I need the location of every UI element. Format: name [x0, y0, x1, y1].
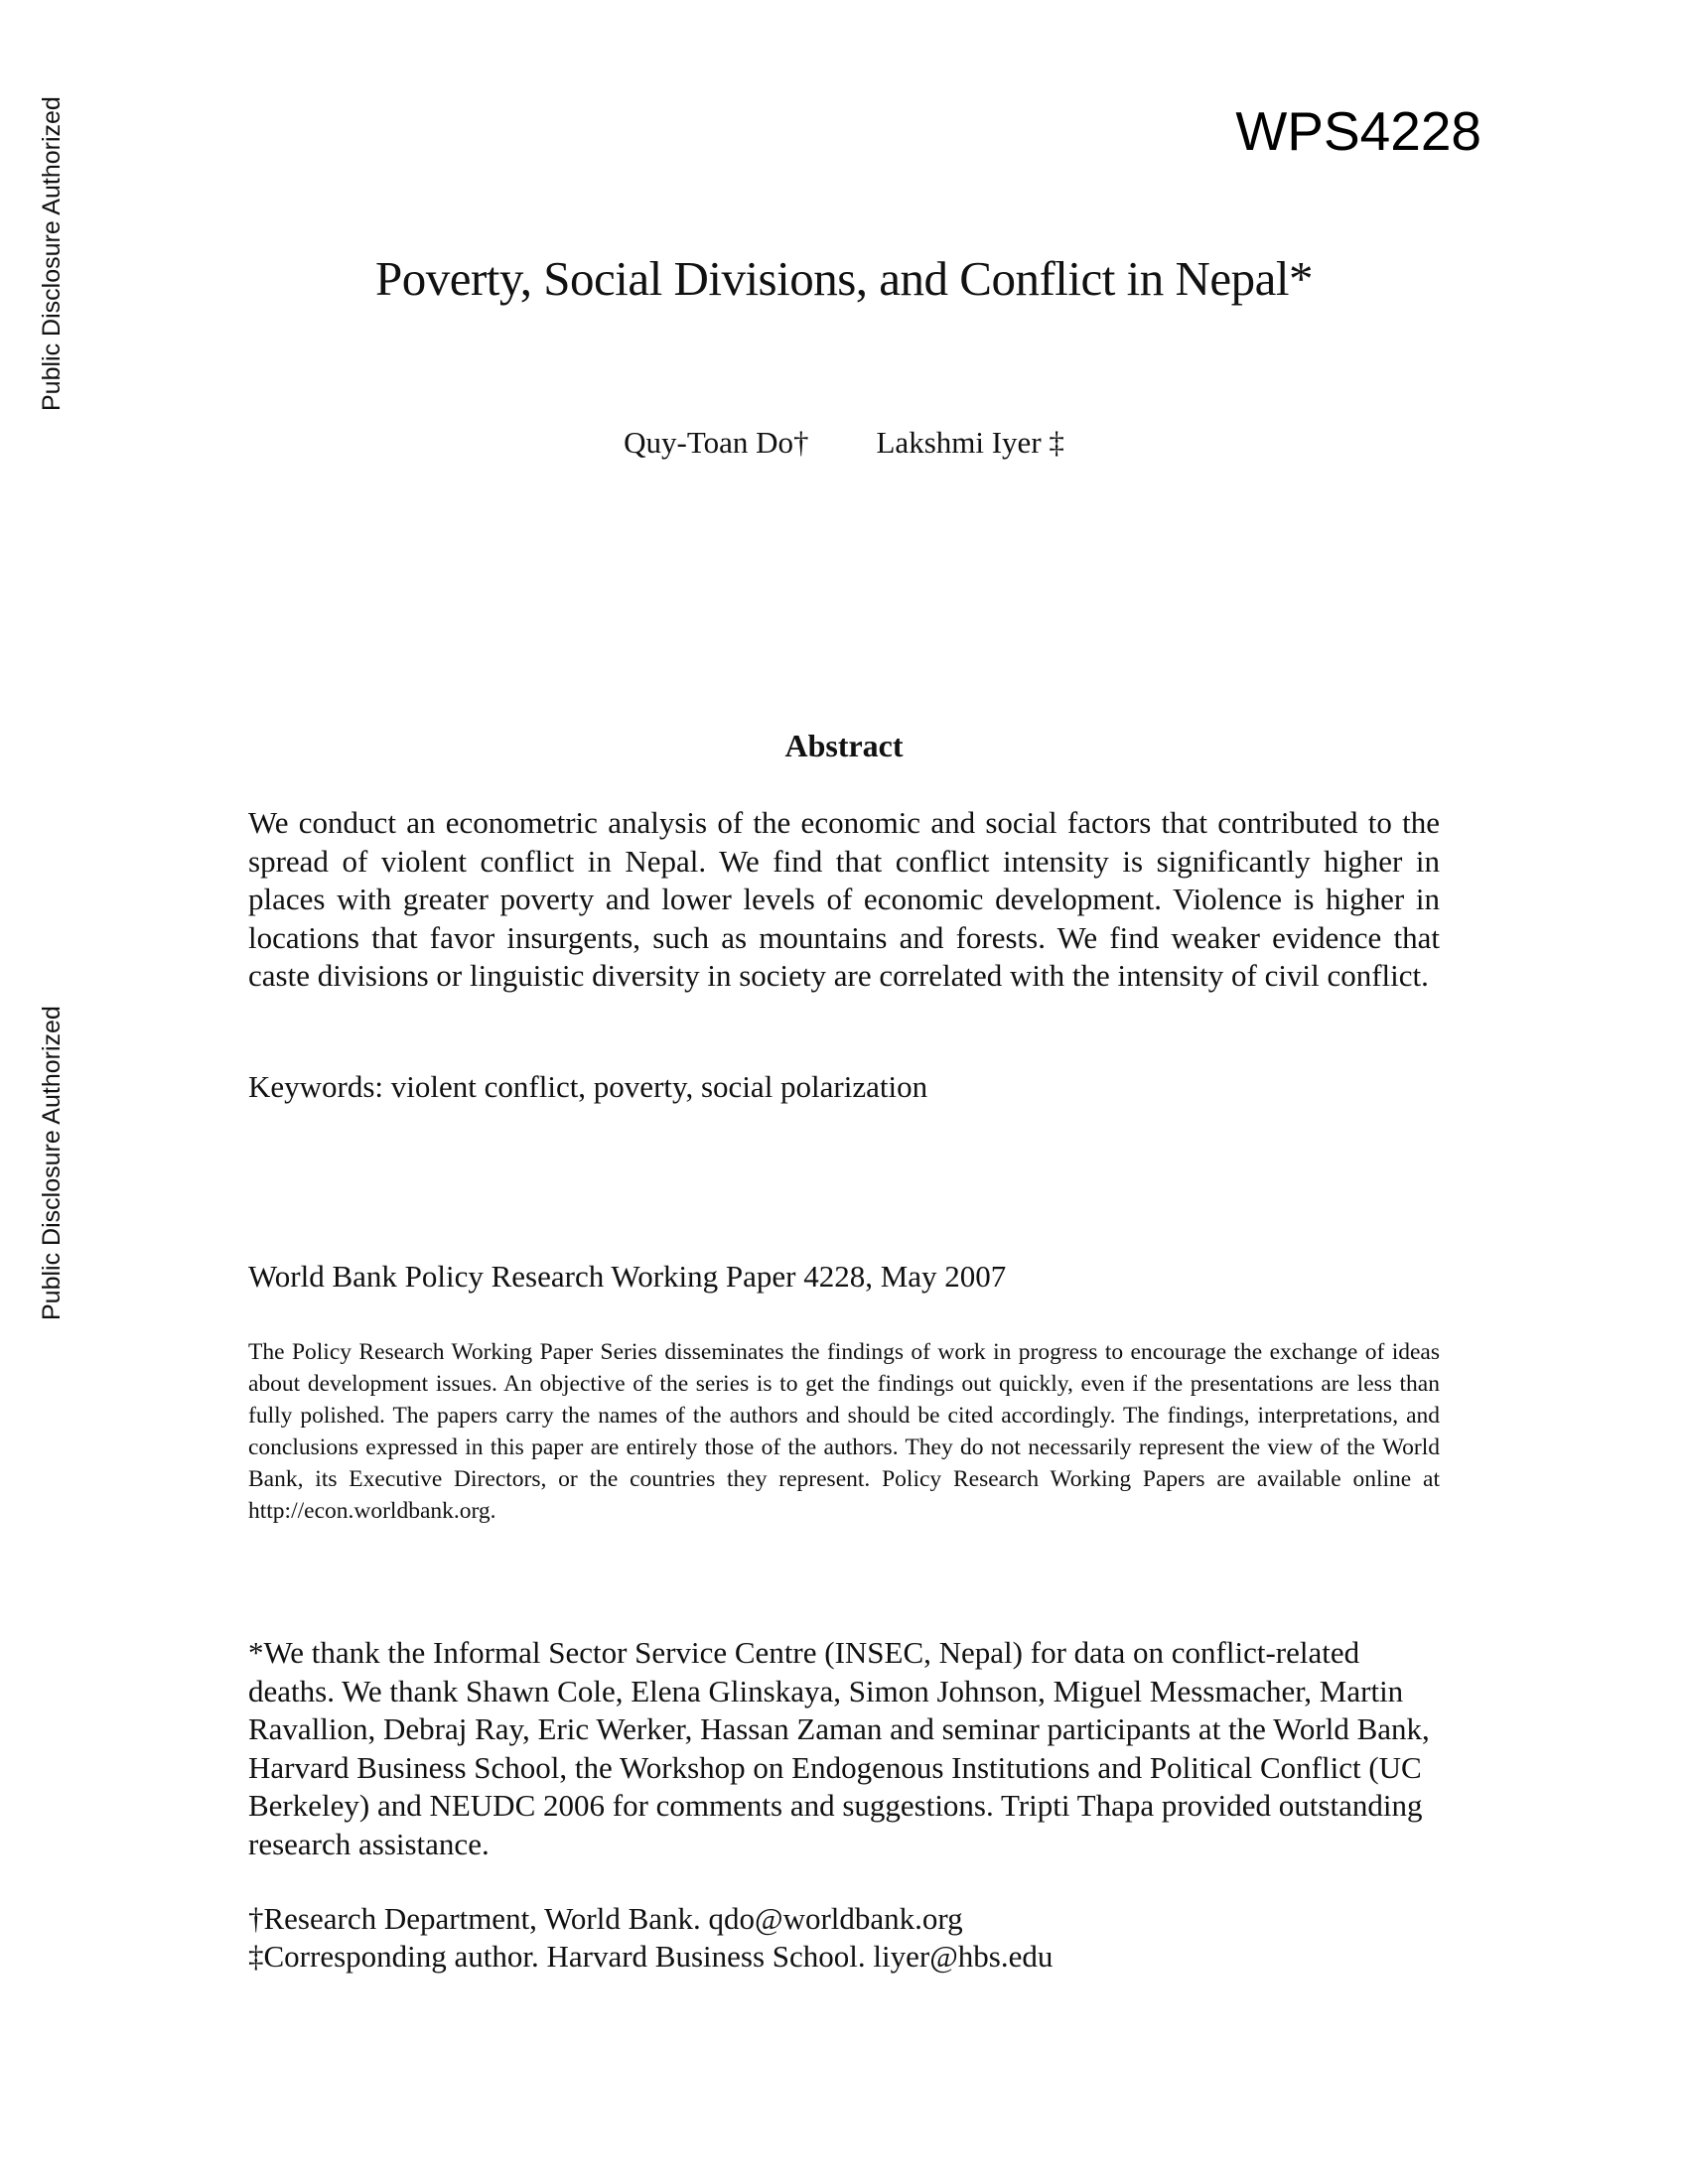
- author-name: Lakshmi Iyer ‡: [876, 425, 1064, 460]
- disclosure-stamp-bottom: Public Disclosure Authorized: [38, 1006, 66, 1320]
- paper-title: Poverty, Social Divisions, and Conflict in Nepal*: [374, 251, 1314, 306]
- report-number: WPS4228: [1235, 100, 1481, 162]
- keywords: Keywords: violent conflict, poverty, social polarization: [248, 1069, 928, 1104]
- working-paper-series-line: World Bank Policy Research Working Paper 4228, May 2007: [248, 1259, 1007, 1294]
- abstract-text: We conduct an econometric analysis of the economic and social factors that contributed to the spread of violent conflict in Nepal. We find that conflict intensity is significantly higher in places with greater poverty and lower levels of economic development. Violence is higher in locations that favor insurgents, such as mountains and forests. We find weaker evidence that caste divisions or linguistic diversity in society are correlated with the intensity of civil conflict.: [248, 805, 1440, 993]
- author-list: [0, 425, 1688, 461]
- disclosure-stamp-top: Public Disclosure Authorized: [38, 96, 66, 411]
- author-name: Quy-Toan Do†: [624, 425, 809, 460]
- series-disclaimer: The Policy Research Working Paper Series disseminates the findings of work in progress to encourage the exchange of ideas about development issues. An objective of the series is to get the findings out quickly, even if the presentations are less than fully polished. The papers carry the names of the authors and should be cited accordingly. The findings, interpretations, and conclusions expressed in this paper are entirely those of the authors. They do not necessarily represent the view of the World Bank, its Executive Directors, or the countries they represent. Policy Research Working Papers are available online at http://econ.worldbank.org.: [248, 1339, 1440, 1524]
- author-affiliation: †Research Department, World Bank. qdo@worldbank.org: [248, 1901, 963, 1936]
- author-affiliation: ‡Corresponding author. Harvard Business School. liyer@hbs.edu: [248, 1939, 1054, 1974]
- abstract-heading: Abstract: [784, 728, 904, 763]
- acknowledgements-footnote: *We thank the Informal Sector Service Centre (INSEC, Nepal) for data on conflict-related deaths. We thank Shawn Cole, Elena Glinskaya, Simon Johnson, Miguel Messmacher, Martin Ravallion, Debraj Ray, Eric Werker, Hassan Zaman and seminar participants at the World Bank, Harvard Business School, the Workshop on Endogenous Institutions and Political Conflict (UC Berkeley) and NEUDC 2006 for comments and suggestions. Tripti Thapa provided outstanding research assistance.: [248, 1635, 1430, 1861]
